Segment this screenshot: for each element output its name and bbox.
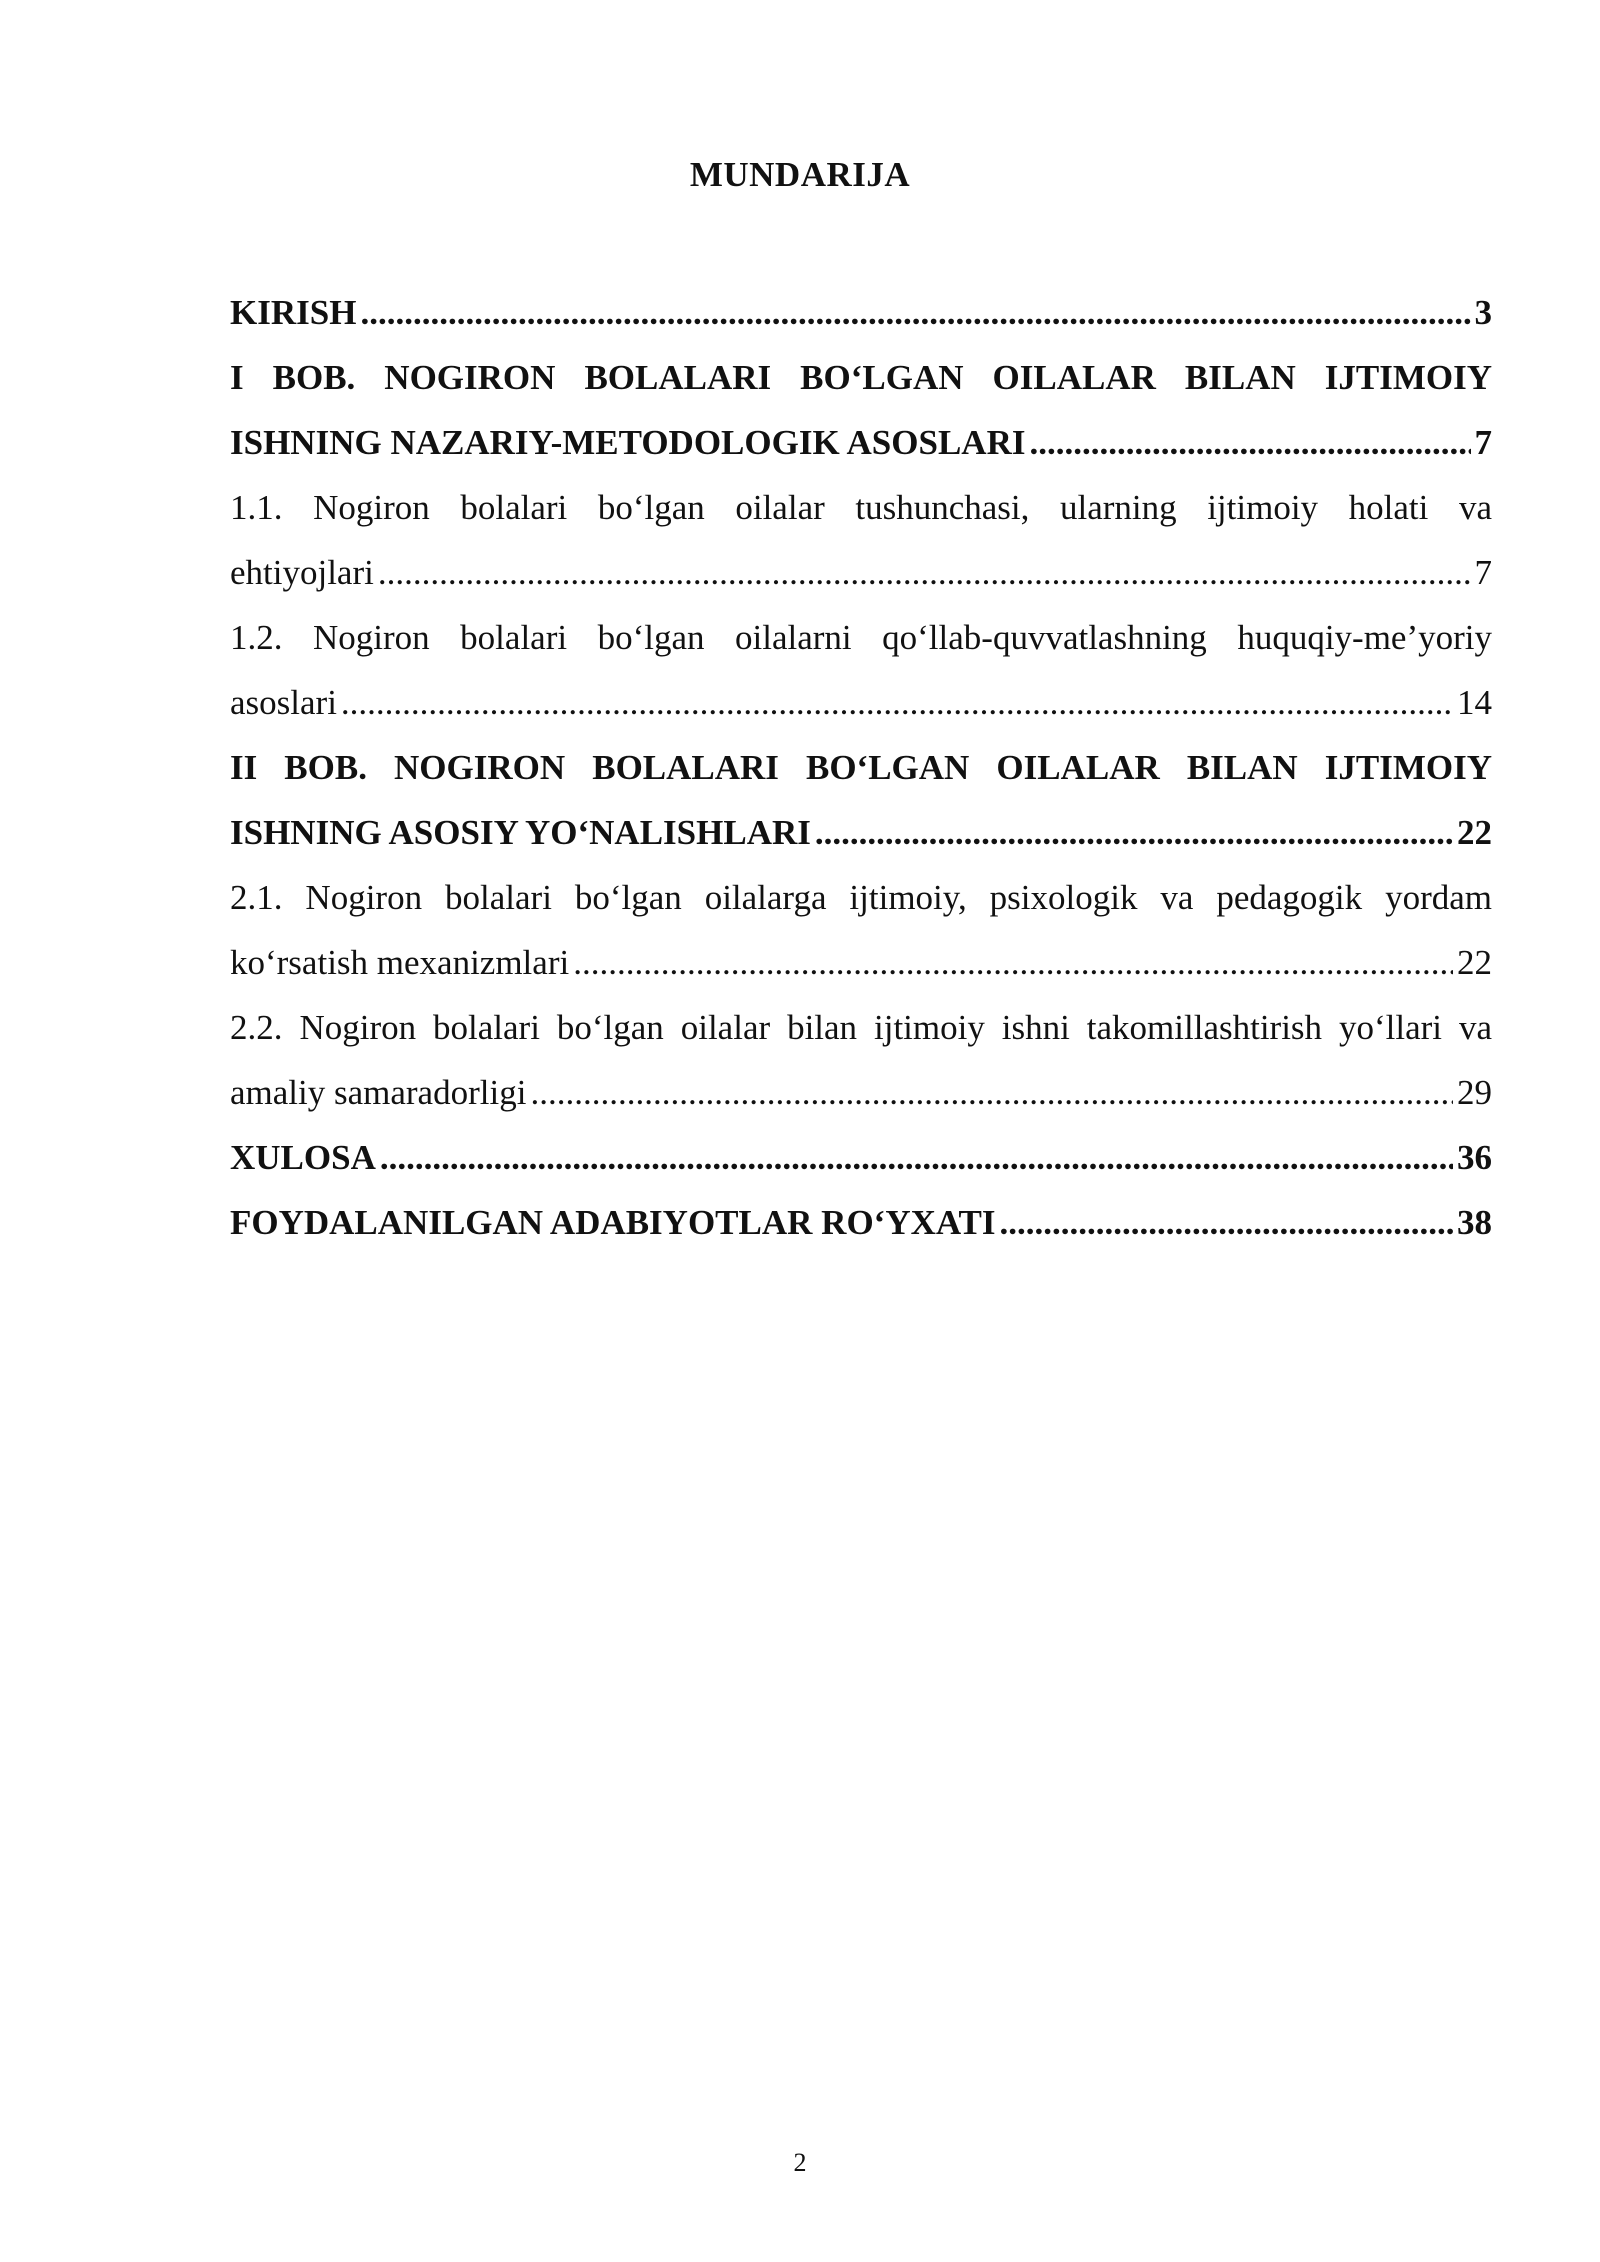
- toc-entry-title: asoslari: [230, 683, 337, 722]
- page-title: MUNDARIJA: [689, 155, 911, 194]
- toc-entry-title: ISHNING ASOSIY YO‘NALISHLARI: [230, 813, 811, 852]
- toc-entry-bob2-line2[interactable]: [230, 800, 1492, 865]
- toc-entry-1-1-line2[interactable]: [230, 540, 1492, 605]
- toc-page-number: 29: [1457, 1073, 1492, 1112]
- toc-entry-2-2-line2[interactable]: [230, 1060, 1492, 1125]
- toc-entry-2-1-line2[interactable]: [230, 930, 1492, 995]
- dot-leader: [341, 670, 1453, 735]
- toc-page-number: 7: [1474, 423, 1492, 462]
- toc-page-number: 14: [1457, 683, 1492, 722]
- toc-entry-xulosa[interactable]: [230, 1125, 1492, 1190]
- toc-page-number: 22: [1457, 813, 1492, 852]
- dot-leader: [530, 1060, 1453, 1125]
- toc-entry-title: ehtiyojlari: [230, 553, 374, 592]
- dot-leader: [815, 800, 1453, 865]
- toc-entry-1-2-line2[interactable]: [230, 670, 1492, 735]
- dot-leader: [378, 540, 1471, 605]
- toc-entry-bob2-line1[interactable]: II BOB. NOGIRON BOLALARI BO‘LGAN OILALAR BILAN IJTIMOIY: [230, 748, 1492, 787]
- toc-entry-title: XULOSA: [230, 1138, 376, 1177]
- toc-entry-title: FOYDALANILGAN ADABIYOTLAR RO‘YXATI: [230, 1203, 996, 1242]
- table-of-contents: [230, 280, 1492, 1255]
- dot-leader: [573, 930, 1453, 995]
- toc-entry-1-1-line1[interactable]: 1.1. Nogiron bolalari bo‘lgan oilalar tushunchasi, ularning ijtimoiy holati va: [230, 488, 1492, 527]
- toc-entry-adabiyotlar[interactable]: [230, 1190, 1492, 1255]
- toc-page-number: 3: [1474, 293, 1492, 332]
- toc-page-number: 22: [1457, 943, 1492, 982]
- toc-entry-bob1-line1[interactable]: I BOB. NOGIRON BOLALARI BO‘LGAN OILALAR BILAN IJTIMOIY: [230, 358, 1492, 397]
- toc-page-number: 36: [1457, 1138, 1492, 1177]
- dot-leader: [1000, 1190, 1453, 1255]
- toc-page-number: 38: [1457, 1203, 1492, 1242]
- dot-leader: [380, 1125, 1453, 1190]
- dot-leader: [360, 280, 1470, 345]
- toc-entry-bob1-line2[interactable]: [230, 410, 1492, 475]
- toc-entry-title: ko‘rsatish mexanizmlari: [230, 943, 570, 982]
- toc-entry-1-2-line1[interactable]: 1.2. Nogiron bolalari bo‘lgan oilalarni qo‘llab-quvvatlashning huquqiy-me’yoriy: [230, 618, 1492, 657]
- page-number: 2: [793, 2148, 807, 2177]
- toc-entry-title: ISHNING NAZARIY-METODOLOGIK ASOSLARI: [230, 423, 1026, 462]
- toc-entry-2-1-line1[interactable]: 2.1. Nogiron bolalari bo‘lgan oilalarga ijtimoiy, psixologik va pedagogik yordam: [230, 878, 1492, 917]
- toc-page-number: 7: [1474, 553, 1492, 592]
- toc-entry-title: KIRISH: [230, 293, 357, 332]
- toc-entry-kirish[interactable]: [230, 280, 1492, 345]
- dot-leader: [1029, 410, 1470, 475]
- toc-entry-2-2-line1[interactable]: 2.2. Nogiron bolalari bo‘lgan oilalar bilan ijtimoiy ishni takomillashtirish yo‘llari va: [230, 1008, 1492, 1047]
- toc-entry-title: amaliy samaradorligi: [230, 1073, 527, 1112]
